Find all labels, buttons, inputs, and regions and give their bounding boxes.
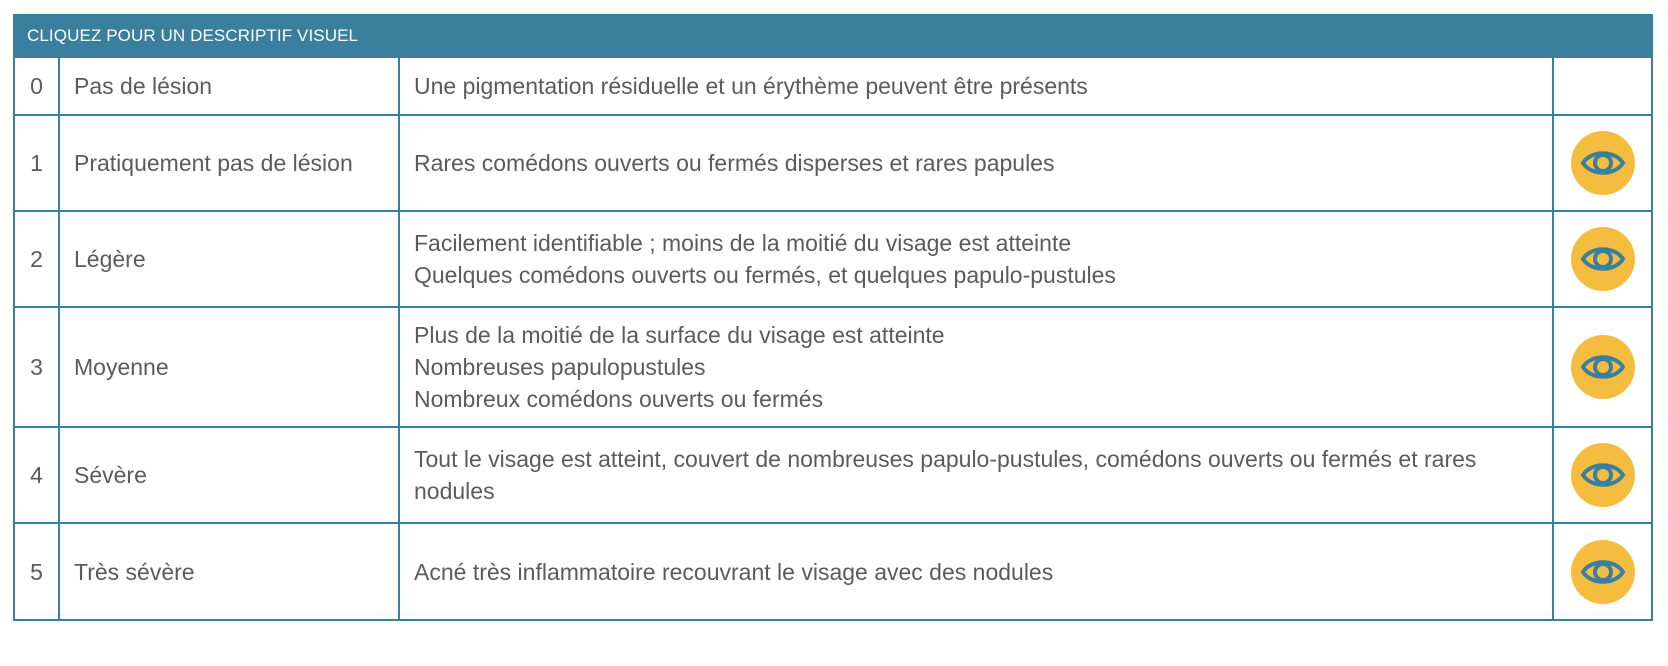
- visual-cell-empty: [1553, 57, 1651, 115]
- description-line: Tout le visage est atteint, couvert de nombreuses papulo-pustules, comédons ouverts ou fermés et rares nodules: [414, 446, 1477, 504]
- view-visual-button[interactable]: [1571, 227, 1635, 291]
- grade-description: [399, 211, 1553, 307]
- visual-cell: [1553, 427, 1651, 523]
- eye-icon: [1581, 459, 1625, 491]
- grade-label: Légère: [59, 211, 399, 307]
- table-row: [15, 211, 1651, 307]
- view-visual-button[interactable]: [1571, 443, 1635, 507]
- table-row: [15, 57, 1651, 115]
- grade-label: Moyenne: [59, 307, 399, 427]
- acne-grade-table: [13, 14, 1653, 621]
- visual-cell: [1553, 115, 1651, 211]
- description-line: Acné très inflammatoire recouvrant le visage avec des nodules: [414, 558, 1054, 585]
- grade-label: Très sévère: [59, 523, 399, 619]
- visual-cell: [1553, 523, 1651, 619]
- table-header: CLIQUEZ POUR UN DESCRIPTIF VISUEL: [15, 16, 1651, 56]
- grade-label: Pratiquement pas de lésion: [59, 115, 399, 211]
- grade-description: [399, 57, 1553, 115]
- table-row: [15, 115, 1651, 211]
- description-line: Nombreuses papulopustules: [414, 354, 706, 380]
- grade-number: 4: [15, 427, 59, 523]
- grade-description: [399, 427, 1553, 523]
- eye-icon: [1581, 243, 1625, 275]
- grade-number: 3: [15, 307, 59, 427]
- grade-label: Sévère: [59, 427, 399, 523]
- grade-description: [399, 115, 1553, 211]
- table-row: [15, 427, 1651, 523]
- eye-icon: [1581, 351, 1625, 383]
- eye-icon: [1581, 147, 1625, 179]
- visual-cell: [1553, 307, 1651, 427]
- grade-number: 5: [15, 523, 59, 619]
- description-line: Facilement identifiable ; moins de la moitié du visage est atteinte: [414, 230, 1072, 256]
- view-visual-button[interactable]: [1571, 131, 1635, 195]
- grade-number: 0: [15, 57, 59, 115]
- grade-description: [399, 523, 1553, 619]
- view-visual-button[interactable]: [1571, 335, 1635, 399]
- description-line: Quelques comédons ouverts ou fermés, et quelques papulo-pustules: [414, 262, 1116, 288]
- view-visual-button[interactable]: [1571, 540, 1635, 604]
- grade-label: Pas de lésion: [59, 57, 399, 115]
- description-line: Nombreux comédons ouverts ou fermés: [414, 386, 824, 412]
- table-row: [15, 307, 1651, 427]
- table-row: [15, 523, 1651, 619]
- grade-number: 2: [15, 211, 59, 307]
- description-line: Plus de la moitié de la surface du visage est atteinte: [414, 322, 945, 348]
- grade-description: [399, 307, 1553, 427]
- grade-number: 1: [15, 115, 59, 211]
- eye-icon: [1581, 556, 1625, 588]
- grade-table-body: [15, 56, 1651, 619]
- visual-cell: [1553, 211, 1651, 307]
- description-line: Rares comédons ouverts ou fermés disperses et rares papules: [414, 150, 1055, 176]
- description-line: Une pigmentation résiduelle et un érythème peuvent être présents: [414, 73, 1088, 99]
